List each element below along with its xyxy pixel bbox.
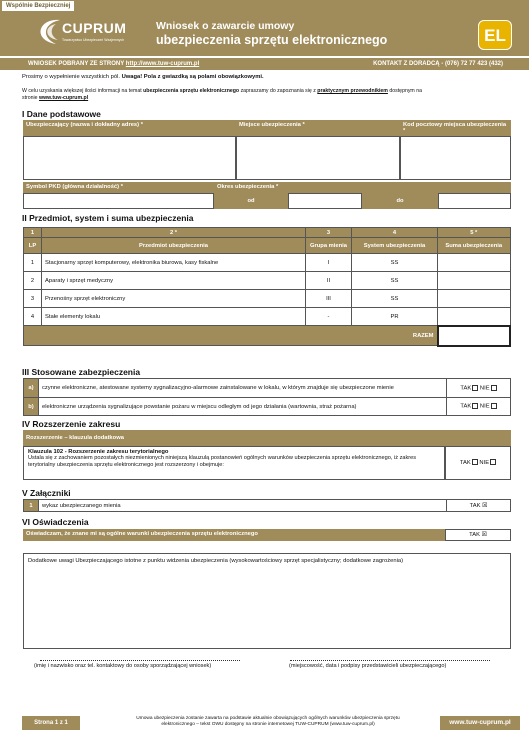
notes-field[interactable]	[23, 553, 511, 649]
download-link[interactable]: http://www.tuw-cuprum.pl	[125, 61, 200, 67]
col-num: 2 *	[42, 228, 306, 238]
col-num: 1	[24, 228, 42, 238]
section-6-title: VI Oświadczenia	[22, 517, 89, 527]
sum-field[interactable]	[438, 254, 511, 272]
intro-line-2: W celu uzyskania większej ilości informacji na temat ubezpieczenia sprzętu elektronicznego zapraszamy do zapoznania się z praktycznym przewodnikiem dostępnym na stronie www.tuw-cuprum.pl	[22, 88, 422, 101]
download-bar	[0, 58, 529, 70]
location-header: Miejsce ubezpieczenia *	[236, 120, 400, 136]
section-3-title: III Stosowane zabezpieczenia	[22, 367, 141, 377]
yes-checkbox[interactable]	[472, 385, 478, 391]
checked-checkbox[interactable]: ☒	[481, 532, 487, 538]
notes-label: Dodatkowe uwagi Ubezpieczającego istotne z punktu widzenia ubezpieczenia (wysokowartościowy sprzęt specjalistyczny; dodatkowe zagrożenia)	[28, 558, 404, 564]
col-num: 5 *	[438, 228, 511, 238]
security-fire-text: elektroniczne urządzenia sygnalizujące powstanie pożaru w miejscu odległym od jego działania (wartownia, straż pożarna)	[39, 398, 447, 416]
col-header: System ubezpieczenia	[352, 238, 438, 254]
table-row: 4 Stałe elementy lokalu - PR	[24, 308, 511, 326]
statement-choice[interactable]: TAK ☒	[445, 529, 511, 541]
security-alarm-text: czynne elektroniczne, atestowane systemy sygnalizacyjno-alarmowe zainstalowane w lokalu, w którym znajduje się ubezpieczone mienie	[39, 379, 447, 398]
to-label: do	[362, 193, 438, 209]
footer-url[interactable]: www.tuw-cuprum.pl	[440, 716, 520, 730]
page-number: Strona 1 z 1	[22, 716, 80, 730]
section-5-title: V Załączniki	[22, 488, 71, 498]
checked-checkbox[interactable]: ☒	[482, 502, 488, 509]
clause-choice[interactable]: TAK NIE	[445, 446, 511, 480]
yes-checkbox[interactable]	[472, 459, 478, 465]
col-num: 3	[306, 228, 352, 238]
logo-subtext: Towarzystwo Ubezpieczeń Wzajemnych	[62, 38, 125, 42]
statement-text: Oświadczam, że znane mi są ogólne warunki ubezpieczenia sprzętu elektronicznego	[23, 529, 445, 541]
section-1-title: I Dane podstawowe	[22, 109, 101, 119]
from-date-field[interactable]	[288, 193, 362, 209]
table-row: 3 Przenośny sprzęt elektroniczny III SS	[24, 290, 511, 308]
postcode-header: Kod pocztowy miejsca ubezpieczenia *	[400, 120, 511, 136]
site-link[interactable]: www.tuw-cuprum.pl	[39, 95, 89, 101]
sum-field[interactable]	[438, 272, 511, 290]
col-header: Przedmiot ubezpieczenia	[42, 238, 306, 254]
section-2-title: II Przedmiot, system i suma ubezpieczenia	[22, 213, 194, 223]
table-row: 1 Stacjonarny sprzęt komputerowy, elektronika biurowa, kasy fiskalne I SS	[24, 254, 511, 272]
section-4-title: IV Rozszerzenie zakresu	[22, 419, 121, 429]
clause-text: Ustala się z zachowaniem pozostałych niezmienionych niniejszą klauzulą postanowień ogólnych warunków ubezpieczenia sprzętu elektronicznego, iż zakres terytorialny ubezpieczenia sprzętu elektronicznego jest rozszerzony i obejmuje:	[28, 455, 417, 468]
clause-header-blank	[445, 430, 511, 446]
signature-line-right	[290, 660, 490, 661]
postcode-field[interactable]	[400, 136, 511, 180]
total-label: RAZEM	[24, 326, 438, 346]
download-label: WNIOSEK POBRANY ZE STRONY	[28, 61, 125, 67]
insured-header: Ubezpieczający (nazwa i dokładny adres) *	[23, 120, 236, 136]
clause-title: Klauzula 102 - Rozszerzenie zakresu terytorialnego	[28, 449, 169, 455]
form-title-line1: Wniosek o zawarcie umowy	[156, 20, 295, 32]
attachment-choice[interactable]: TAK ☒	[447, 500, 511, 512]
signature-line-left	[40, 660, 240, 661]
to-date-field[interactable]	[438, 193, 511, 209]
slogan-tag: Wspólnie Bezpieczniej	[2, 1, 74, 11]
from-label: od	[214, 193, 288, 209]
signature-caption-right: (miejscowość, data i podpisy przedstawicieli ubezpieczającego)	[289, 663, 447, 669]
yes-checkbox[interactable]	[472, 403, 478, 409]
contact-info: KONTAKT Z DORADCĄ - (076) 72 77 423 (432)	[373, 61, 503, 67]
period-header: Okres ubezpieczenia *	[214, 182, 511, 193]
security-fire-choice[interactable]: TAK NIE	[447, 398, 511, 416]
footer-note: Umowa ubezpieczenia zostanie zawarta na podstawie aktualnie obowiązujących ogólnych warunków ubezpieczenia sprzętu elektronicznego – tekst OWU dostępny na stronie internetowej TUW-CUPRUM (www.tuw-cuprum.pl)	[136, 716, 400, 727]
total-field[interactable]	[438, 326, 511, 346]
clause-header: Rozszerzenie – klauzula dodatkowa	[23, 430, 445, 446]
signature-caption-left: (imię i nazwisko oraz tel. kontaktowy do osoby sporządzającej wniosek)	[34, 663, 212, 669]
pkd-field[interactable]	[23, 193, 214, 209]
subject-table	[23, 227, 511, 347]
no-checkbox[interactable]	[491, 385, 497, 391]
guide-link[interactable]: praktycznym przewodnikiem	[317, 88, 388, 94]
logo-text: CUPRUM	[62, 20, 127, 36]
clause-text-box	[23, 446, 445, 480]
pkd-header: Symbol PKD (główna działalność) *	[23, 182, 214, 193]
attachment-item: wykaz ubezpieczanego mienia	[39, 500, 447, 512]
sum-field[interactable]	[438, 290, 511, 308]
col-num: 4	[352, 228, 438, 238]
intro-line-1: Prosimy o wypełnienie wszystkich pól. Uwaga! Pola z gwiazdką są polami obowiązkowymi.	[22, 74, 264, 80]
no-checkbox[interactable]	[490, 459, 496, 465]
table-row: 2 Aparaty i sprzęt medyczny II SS	[24, 272, 511, 290]
security-alarm-choice[interactable]: TAK NIE	[447, 379, 511, 398]
form-title-line2: ubezpieczenia sprzętu elektronicznego	[156, 33, 388, 47]
security-table: a) czynne elektroniczne, atestowane systemy sygnalizacyjno-alarmowe zainstalowane w lokalu, w którym znajduje się ubezpieczone mienie TAK NIE b) elektroniczne urządzenia sygnalizujące powstanie pożaru w miejscu odległym od jego działania (wartownia, straż pożarna) TAK NIE	[23, 378, 511, 416]
sum-field[interactable]	[438, 308, 511, 326]
location-field[interactable]	[236, 136, 400, 180]
insured-field[interactable]	[23, 136, 236, 180]
product-badge: EL	[478, 20, 512, 50]
no-checkbox[interactable]	[491, 403, 497, 409]
col-header: LP	[24, 238, 42, 254]
attachments-table: 1 wykaz ubezpieczanego mienia TAK ☒	[23, 499, 511, 512]
col-header: Suma ubezpieczenia	[438, 238, 511, 254]
col-header: Grupa mienia	[306, 238, 352, 254]
